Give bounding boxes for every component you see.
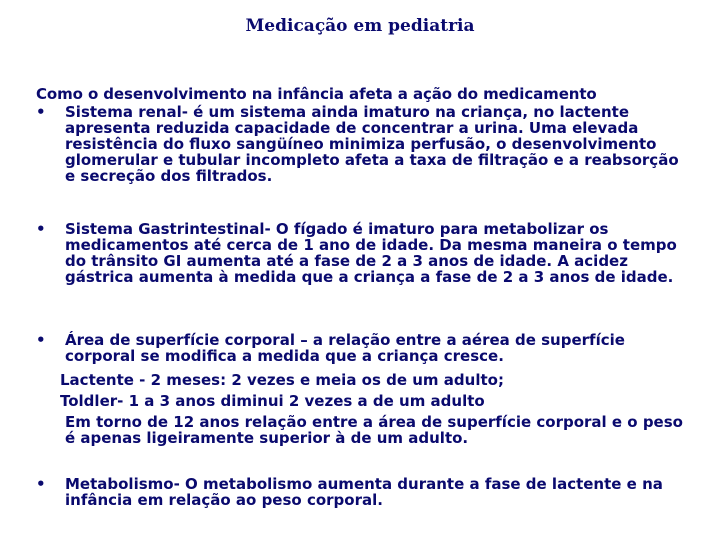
sub-line-toldler: Toldler- 1 a 3 anos diminui 2 vezes a de um adulto — [60, 392, 485, 410]
slide-title: Medicação em pediatria — [245, 16, 475, 36]
slide-heading: Como o desenvolvimento na infância afeta a ação do medicamento — [36, 85, 597, 103]
bullet-dot: • — [36, 103, 46, 121]
bullet-dot: • — [36, 475, 46, 493]
bullet-dot: • — [36, 220, 46, 238]
sub-line-lactente: Lactente - 2 meses: 2 vezes e meia os de um adulto; — [60, 371, 504, 389]
bullet-text: Área de superfície corporal – a relação entre a aérea de superfície corporal se modifica a medida que a criança cresce. — [65, 331, 625, 365]
bullet-text: Sistema renal- é um sistema ainda imaturo na criança, no lactente apresenta reduzida capacidade de concentrar a urina. Uma elevada resistência do fluxo sangüíneo minimiza perfusão, o desenvolvimento glomerular e tubular incompleto afeta a taxa de filtração e a reabsorção e secreção dos filtrados. — [65, 103, 679, 185]
sub-line-twelve-years: Em torno de 12 anos relação entre a área de superfície corporal e o peso é apenas ligeiramente superior à de um adulto. — [65, 413, 683, 447]
bullet-dot: • — [36, 331, 46, 349]
bullet-text: Metabolismo- O metabolismo aumenta durante a fase de lactente e na infância em relação ao peso corporal. — [65, 475, 663, 509]
bullet-text: Sistema Gastrintestinal- O fígado é imaturo para metabolizar os medicamentos até cerca de 1 ano de idade. Da mesma maneira o tempo do trânsito GI aumenta até a fase de 2 a 3 anos de idade. A acidez gástrica aumenta à medida que a criança a fase de 2 a 3 anos de idade. — [65, 220, 677, 286]
